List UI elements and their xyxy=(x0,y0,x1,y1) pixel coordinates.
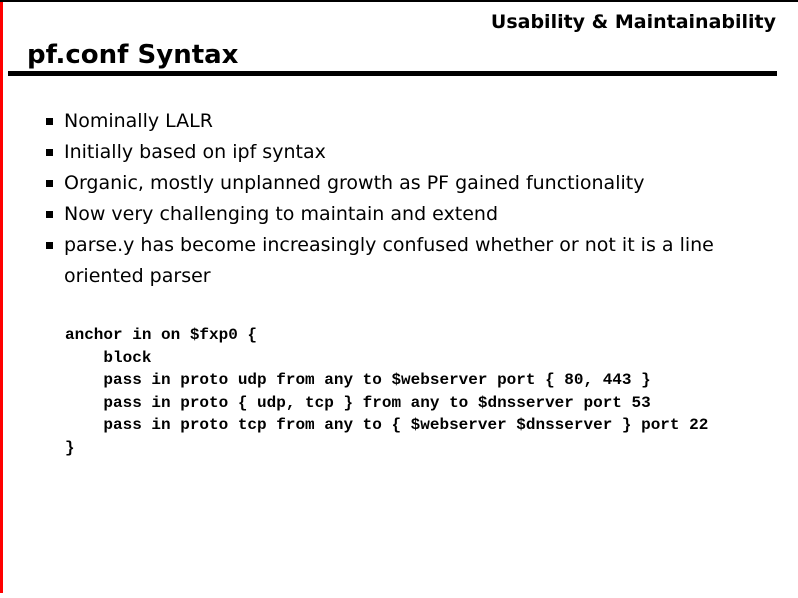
title-underline xyxy=(8,71,777,76)
page-title: pf.conf Syntax xyxy=(27,40,239,70)
code-line: anchor in on $fxp0 { xyxy=(65,326,258,344)
bullet-square-icon xyxy=(46,118,53,125)
bullet-text: parse.y has become increasingly confused whether or not it is a line oriented parser xyxy=(64,234,714,287)
code-line: pass in proto tcp from any to { $webserver $dnsserver } port 22 xyxy=(65,416,709,434)
bullet-square-icon xyxy=(46,149,53,156)
list-item xyxy=(46,137,761,168)
bullet-text: Organic, mostly unplanned growth as PF gained functionality xyxy=(64,172,645,194)
code-line: pass in proto udp from any to $webserver port { 80, 443 } xyxy=(65,371,651,389)
bullet-square-icon xyxy=(46,180,53,187)
bullet-square-icon xyxy=(46,242,53,249)
code-block xyxy=(65,324,708,459)
code-line: } xyxy=(65,438,75,457)
code-line: block xyxy=(65,348,152,367)
top-rule xyxy=(0,0,798,2)
list-item xyxy=(46,230,761,292)
bullet-text: Initially based on ipf syntax xyxy=(64,141,326,163)
bullet-square-icon xyxy=(46,211,53,218)
list-item xyxy=(46,106,761,137)
slide-header: Usability & Maintainability xyxy=(490,11,776,33)
code-line: pass in proto { udp, tcp } from any to $dnsserver port 53 xyxy=(65,393,651,412)
bullet-list xyxy=(46,106,761,292)
bullet-text: Nominally LALR xyxy=(64,110,213,132)
left-accent-border xyxy=(0,2,3,593)
list-item xyxy=(46,199,761,230)
list-item xyxy=(46,168,761,199)
bullet-text: Now very challenging to maintain and extend xyxy=(64,203,499,225)
